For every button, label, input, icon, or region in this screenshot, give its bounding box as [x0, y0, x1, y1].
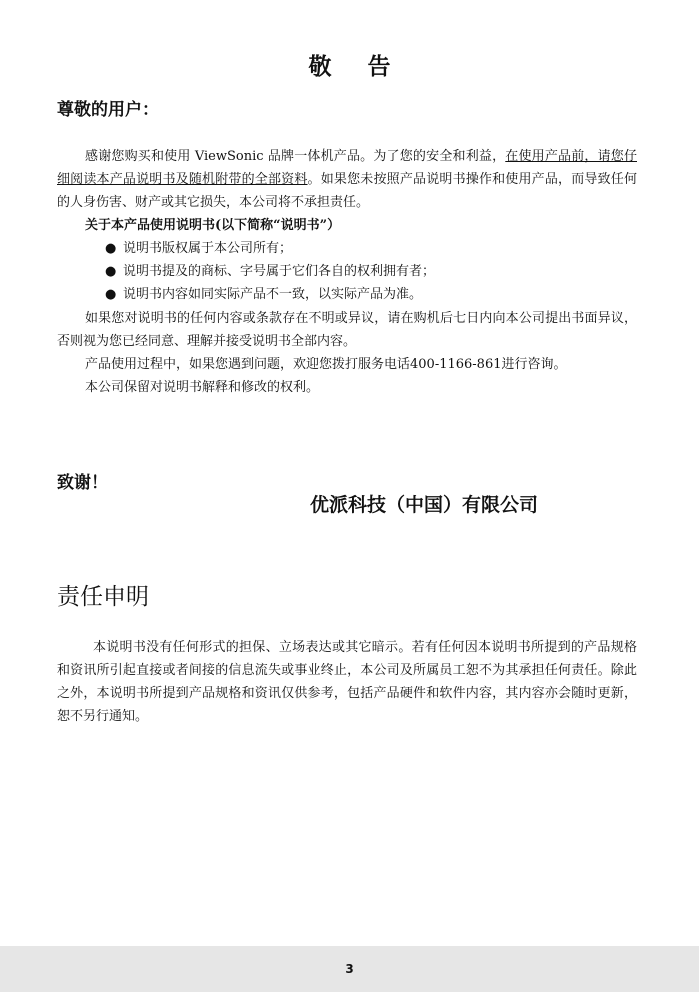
intro-text-a: 感谢您购买和使用 ViewSonic 品牌一体机产品。为了您的安全和利益， [85, 149, 506, 164]
bullet-text: 说明书版权属于本公司所有； [123, 241, 293, 256]
disclaimer-paragraph: 本说明书没有任何形式的担保、立场表达或其它暗示。若有任何因本说明书所提到的产品规格和资讯所引起直接或者间接的信息流失或事业终止，本公司及所属员工恕不为其承担任何责任。除此之外，本说明书所提到产品规格和资讯仅供参考，包括产品硬件和软件内容，其内容亦会随时更新，恕不另行通知。 [57, 640, 637, 724]
greeting: 尊敬的用户： [57, 100, 159, 120]
intro-paragraph [57, 145, 637, 214]
page-number: 3 [345, 962, 354, 976]
objection-paragraph: 如果您对说明书的任何内容或条款存在不明或异议，请在购机后七日内向本公司提出书面异议，否则视为您已经同意、理解并接受说明书全部内容。 [57, 311, 637, 349]
list-item [105, 260, 435, 283]
bullet-text: 说明书提及的商标、字号属于它们各自的权利拥有者； [123, 264, 436, 279]
about-manual-heading: 关于本产品使用说明书(以下简称“说明书”） [85, 218, 341, 233]
page-footer [0, 946, 699, 992]
company-name: 优派科技（中国）有限公司 [310, 494, 539, 516]
bullet-icon: ● [105, 241, 117, 256]
manual-bullet-list [105, 237, 435, 306]
bullet-text: 说明书内容如同实际产品不一致，以实际产品为准。 [123, 287, 423, 302]
bullet-icon: ● [105, 264, 117, 279]
notice-title: 敬 告 [308, 54, 405, 80]
responsibility-title: 责任申明 [57, 584, 149, 610]
service-paragraph: 产品使用过程中，如果您遇到问题，欢迎您拨打服务电话400-1166-861进行咨询。 [85, 357, 567, 372]
rights-paragraph: 本公司保留对说明书解释和修改的权利。 [85, 380, 320, 395]
intro-underlined-text: 在使用产品前，请您仔细阅读本产品说明书及随机附带的全部资料 [57, 149, 637, 187]
list-item [105, 237, 435, 260]
thanks-text: 致谢！ [57, 473, 108, 493]
intro-text-b: 。如果您未按照产品说明书操作和使用产品，而导致任何的人身伤害、财产或其它损失，本公司将不承担责任。 [57, 172, 637, 210]
list-item [105, 283, 435, 306]
bullet-icon: ● [105, 287, 117, 302]
